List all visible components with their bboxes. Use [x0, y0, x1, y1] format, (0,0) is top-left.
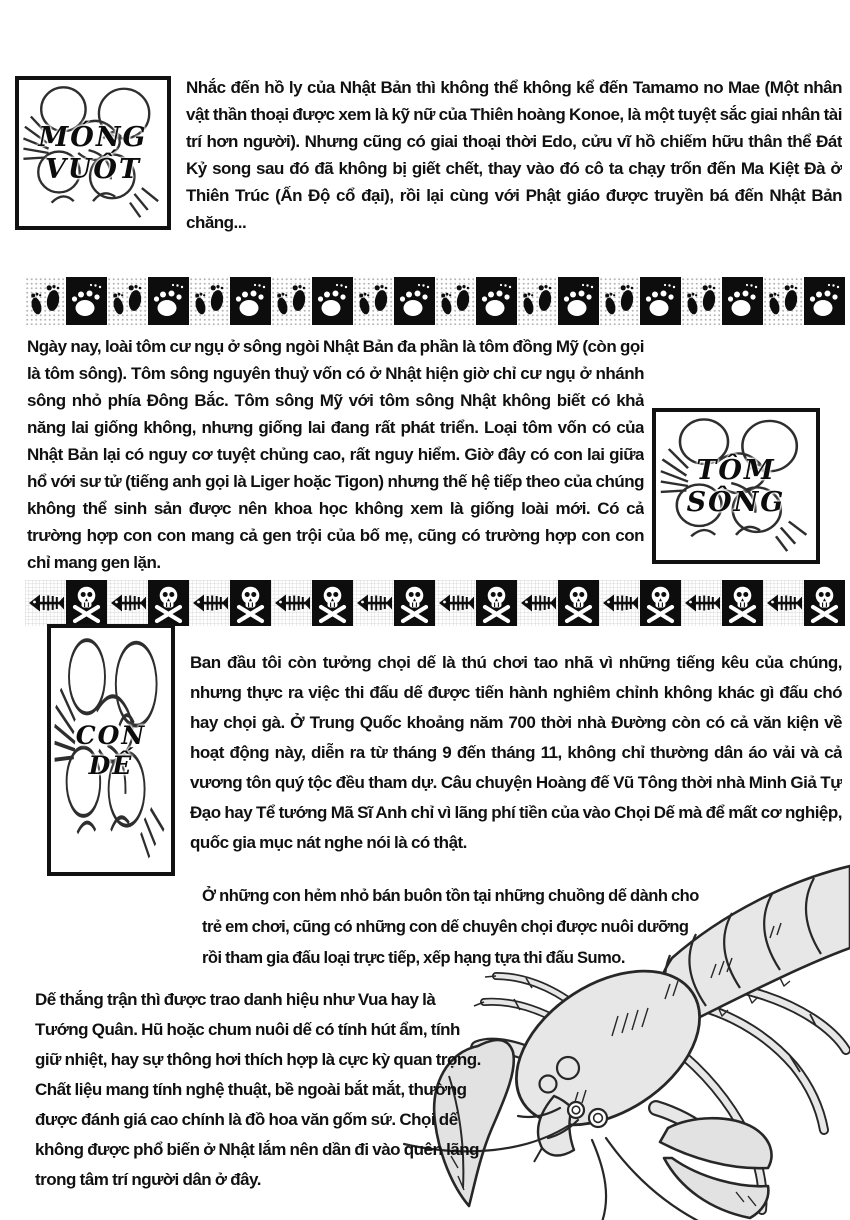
cricket-alley-paragraph: Ở những con hẻm nhỏ bán buôn tồn tại những chuồng dế dành cho trẻ em chơi, cũng có những con dế chuyên chọi được nuôi dưỡng rồi tham gia đấu loại trực tiếp, xếp hạng tựa thi đấu Sumo. [202, 887, 699, 967]
crayfish-title-box [652, 408, 820, 564]
skull-icon [148, 580, 189, 626]
footprints-icon [681, 277, 722, 325]
fishbone-icon [435, 580, 476, 626]
footprints-icon [189, 277, 230, 325]
footprints-icon [353, 277, 394, 325]
paw-icon [230, 277, 271, 325]
cricket-title-line2: DẾ [88, 750, 134, 780]
footprints-icon [107, 277, 148, 325]
fox-paragraph: Nhắc đến hồ ly của Nhật Bản thì không thể không kể đến Tamamo no Mae (Một nhân vật thần thoại được xem là kỹ nữ của Thiên hoàng Konoe, là một tuyệt sắc giai nhân tài trí hơn người). Nhưng cũng có giai thoại thời Edo, cửu vĩ hồ chiếm hữu thân thể Đát Kỷ song sau đó đã không bị giết chết, thay vào đó cô ta chạy trốn đến Ma Kiệt Đà ở Thiên Trúc (Ấn Độ cổ đại), rồi lại cùng với Phật giáo được truyền bá đến Nhật Bản chăng... [186, 78, 842, 232]
fishbone-icon [517, 580, 558, 626]
cricket-champion-paragraph: Dế thắng trận thì được trao danh hiệu như Vua hay là Tướng Quân. Hũ hoặc chum nuôi dế có tính hút ẩm, tính giữ nhiệt, hay sự thông hơi thích hợp là cực kỳ quan trọng. Chất liệu mang tính nghệ thuật, bề ngoài bắt mắt, thường được đánh giá cao chính là đồ hoa văn gốm sứ. Chọi dế không được phổ biến ở Nhật lắm nên dần đi vào quên lãng trong tâm trí người dân ở đây. [35, 990, 481, 1189]
skull-icon [640, 580, 681, 626]
fox-title-line2: VUỐT [44, 153, 142, 185]
crayfish-title-line2: SÔNG [686, 486, 786, 518]
paw-icon [722, 277, 763, 325]
footprints-icon [271, 277, 312, 325]
skull-icon [476, 580, 517, 626]
footprints-icon [763, 277, 804, 325]
footprints-icon [25, 277, 66, 325]
fishbone-icon [189, 580, 230, 626]
skull-icon [558, 580, 599, 626]
cricket-main-paragraph: Ban đầu tôi còn tưởng chọi dế là thú chơi tao nhã vì những tiếng kêu của chúng, nhưng thực ra việc thi đấu dế được tiến hành nghiêm chỉnh không khác gì đấu chó hay chọi gà. Ở Trung Quốc khoảng năm 700 thời nhà Đường còn có cả văn kiện về hoạt động này, diễn ra từ tháng 9 đến tháng 11, không chỉ thường dân áo vải và cả vương tôn quý tộc đều tham dự. Câu chuyện Hoàng đế Vũ Tông thời nhà Minh Giả Tự Đạo hay Tể tướng Mã Sĩ Anh chỉ vì lãng phí tiền của vào Chọi Dế mà để mất cơ nghiệp, quốc gia mục nát nghe nói là có thật. [190, 653, 842, 852]
fishbone-icon [271, 580, 312, 626]
footprints-icon [435, 277, 476, 325]
fishbone-icon [353, 580, 394, 626]
footprints-icon [517, 277, 558, 325]
crayfish-paragraph: Ngày nay, loài tôm cư ngụ ở sông ngòi Nhật Bản đa phần là tôm đồng Mỹ (còn gọi là tôm sông). Tôm sông nguyên thuỷ vốn có ở Nhật hiện giờ chỉ cư ngụ ở nhánh sông nhỏ phía Đông Bắc. Tôm sông Mỹ với tôm sông Nhật không biết có khả năng lai giống không, nhưng giống lai đang rất phát triển. Loại tôm vốn có của Nhật Bản lại có nguy cơ tuyệt chủng cao, rất nguy hiểm. Giờ đây có con lai giữa hổ với sư tử (tiếng anh gọi là Liger hoặc Tigon) nhưng thế hệ tiếp theo của chúng không thể sinh sản được nên khoa học không xem là giống loài mới. Có cả trường hợp con con mang cả gen trội của bố mẹ, cũng có trường hợp con con chỉ mang gen lặn. [27, 337, 644, 572]
paw-icon [476, 277, 517, 325]
fox-title-line1: MÓNG [38, 121, 148, 153]
fishbone-icon [107, 580, 148, 626]
paw-icon [66, 277, 107, 325]
cricket-title-box [47, 624, 175, 876]
paw-icon [640, 277, 681, 325]
footprints-divider [25, 277, 845, 325]
paw-icon [394, 277, 435, 325]
bones-divider [25, 580, 845, 626]
fox-title-box [15, 76, 171, 230]
paw-icon [148, 277, 189, 325]
fishbone-icon [599, 580, 640, 626]
crayfish-title-line1: TÔM [696, 454, 776, 486]
cricket-box-title [51, 628, 171, 872]
skull-icon [394, 580, 435, 626]
skull-icon [312, 580, 353, 626]
crayfish-box-title [656, 412, 816, 560]
skull-icon [722, 580, 763, 626]
paw-icon [804, 277, 845, 325]
fishbone-icon [763, 580, 804, 626]
skull-icon [230, 580, 271, 626]
fox-box-title [19, 80, 167, 226]
paw-icon [312, 277, 353, 325]
skull-icon [804, 580, 845, 626]
skull-icon [66, 580, 107, 626]
fishbone-icon [681, 580, 722, 626]
cricket-title-line1: CON [75, 720, 147, 750]
paw-icon [558, 277, 599, 325]
fishbone-icon [25, 580, 66, 626]
footprints-icon [599, 277, 640, 325]
